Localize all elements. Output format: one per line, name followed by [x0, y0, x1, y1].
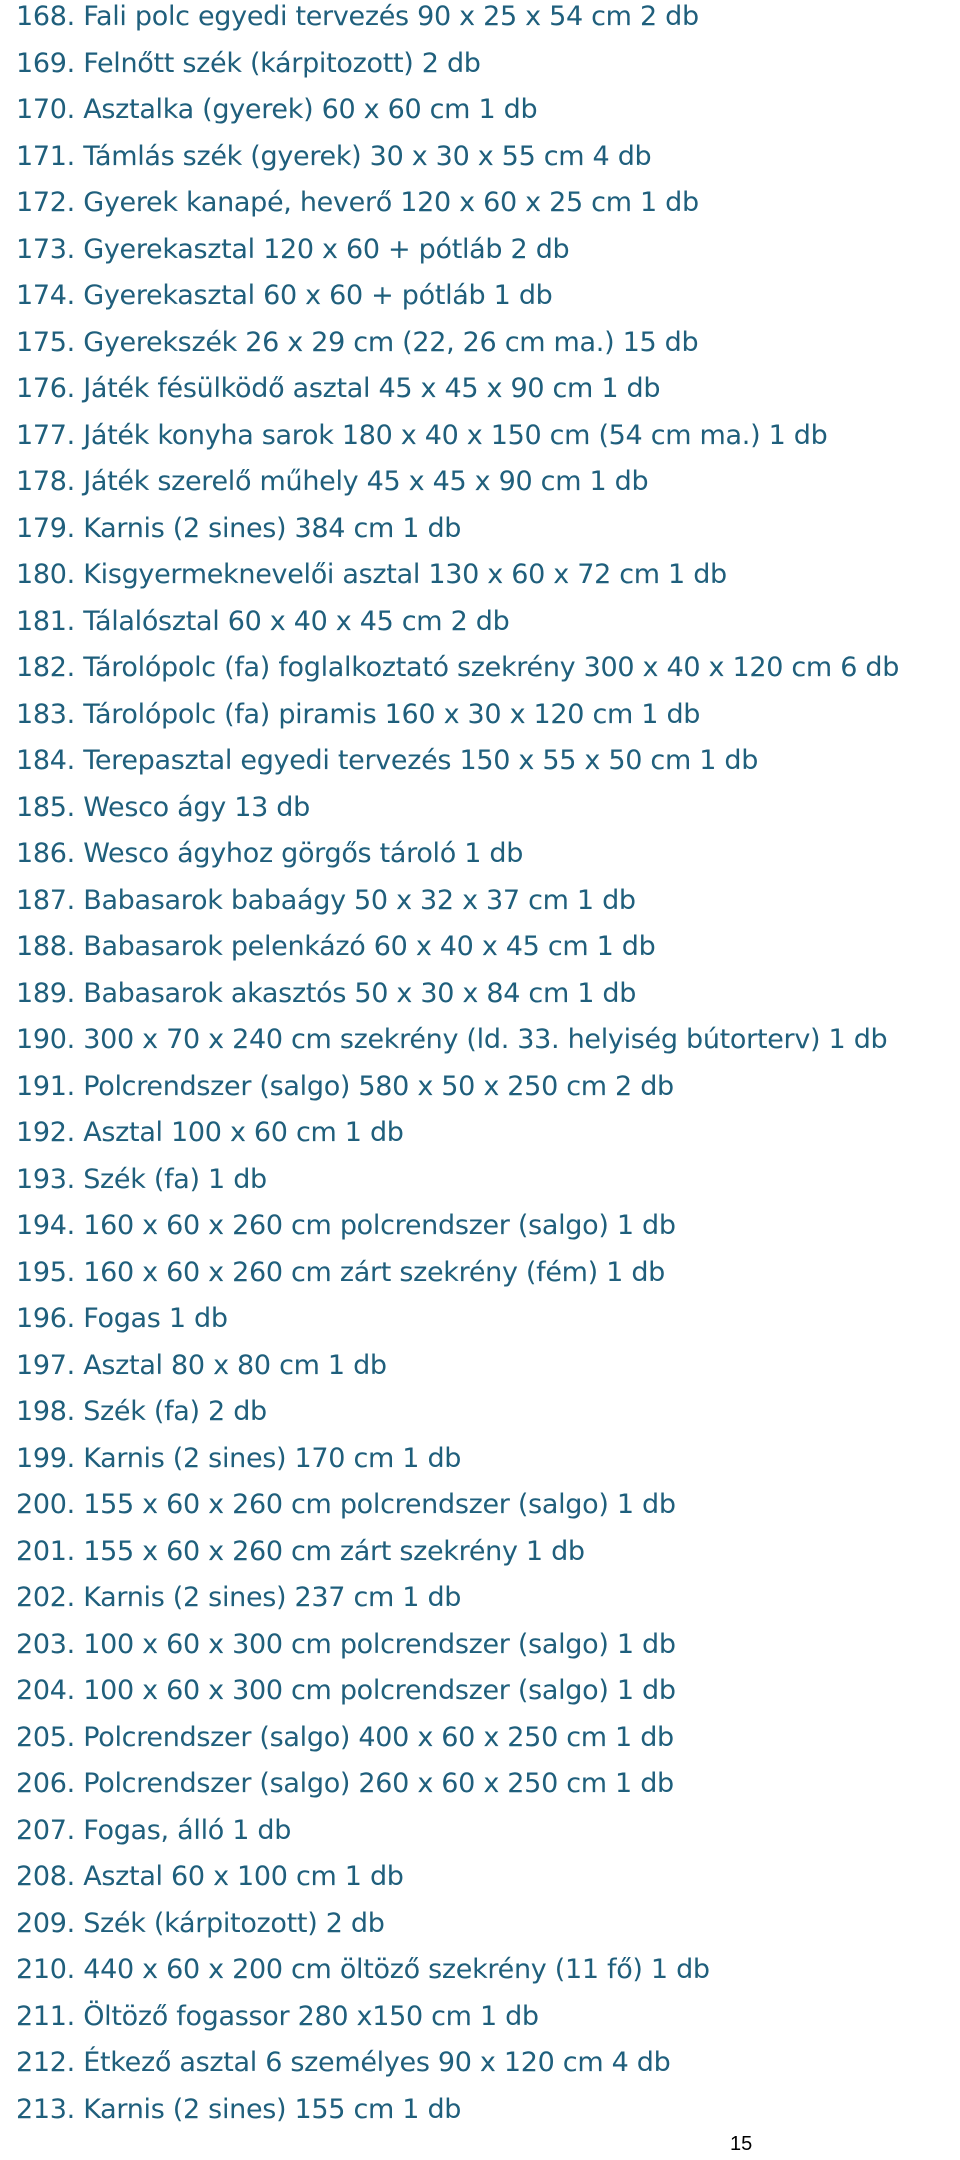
item-number: 184.	[16, 745, 75, 776]
item-number: 187.	[16, 884, 75, 916]
item-number: 200.	[16, 1489, 75, 1520]
item-text: Étkező asztal 6 személyes 90 x 120 cm 4 db	[83, 2047, 671, 2078]
item-text: Asztal 80 x 80 cm 1 db	[83, 1349, 387, 1381]
item-text: Tálalósztal 60 x 40 x 45 cm 2 db	[83, 605, 510, 637]
item-text: 100 x 60 x 300 cm polcrendszer (salgo) 1 db	[83, 1675, 676, 1706]
item-number: 175.	[16, 326, 75, 358]
item-number: 209.	[16, 1907, 75, 1939]
list-item	[16, 1814, 956, 1861]
item-number: 176.	[16, 373, 75, 404]
item-text: 155 x 60 x 260 cm polcrendszer (salgo) 1 db	[83, 1489, 676, 1520]
item-number: 178.	[16, 466, 75, 497]
item-text: Asztal 100 x 60 cm 1 db	[83, 1117, 404, 1148]
item-number: 179.	[16, 512, 75, 544]
item-number: 188.	[16, 931, 75, 962]
item-text: 155 x 60 x 260 cm zárt szekrény 1 db	[83, 1535, 585, 1567]
list-item	[16, 1581, 956, 1628]
list-item	[16, 1116, 956, 1163]
item-text: Öltöző fogassor 280 x150 cm 1 db	[83, 2000, 539, 2032]
item-text: Szék (fa) 2 db	[83, 1396, 267, 1427]
list-item	[16, 372, 956, 419]
item-number: 211.	[16, 2000, 75, 2032]
item-number: 169.	[16, 47, 75, 79]
item-text: Játék szerelő műhely 45 x 45 x 90 cm 1 db	[83, 466, 649, 497]
item-text: Babasarok babaágy 50 x 32 x 37 cm 1 db	[83, 884, 636, 916]
item-number: 193.	[16, 1163, 75, 1195]
item-number: 181.	[16, 605, 75, 637]
item-number: 182.	[16, 652, 75, 683]
list-item	[16, 465, 956, 512]
list-item	[16, 186, 956, 233]
list-item	[16, 558, 956, 605]
list-item	[16, 1767, 956, 1814]
item-number: 194.	[16, 1210, 75, 1241]
list-item	[16, 1860, 956, 1907]
list-item	[16, 1721, 956, 1768]
item-text: Karnis (2 sines) 384 cm 1 db	[83, 512, 462, 544]
list-item	[16, 326, 956, 373]
item-number: 205.	[16, 1721, 75, 1753]
item-text: Karnis (2 sines) 237 cm 1 db	[83, 1582, 462, 1613]
item-text: Terepasztal egyedi tervezés 150 x 55 x 50 cm 1 db	[83, 745, 759, 776]
item-number: 174.	[16, 280, 75, 311]
item-number: 186.	[16, 838, 75, 869]
item-text: 300 x 70 x 240 cm szekrény (ld. 33. helyiség bútorterv) 1 db	[83, 1024, 888, 1055]
item-number: 185.	[16, 791, 75, 823]
item-text: Gyerekasztal 120 x 60 + pótláb 2 db	[83, 233, 570, 265]
item-number: 173.	[16, 233, 75, 265]
list-item	[16, 140, 956, 187]
item-number: 210.	[16, 1954, 75, 1985]
list-item	[16, 233, 956, 280]
list-item	[16, 279, 956, 326]
item-number: 170.	[16, 94, 75, 125]
item-number: 180.	[16, 559, 75, 590]
item-text: Babasarok akasztós 50 x 30 x 84 cm 1 db	[83, 977, 637, 1009]
list-item	[16, 2046, 956, 2093]
item-text: Fali polc egyedi tervezés 90 x 25 x 54 cm 2 db	[83, 1, 699, 32]
list-item	[16, 977, 956, 1024]
list-item	[16, 744, 956, 791]
item-text: Fogas, álló 1 db	[83, 1814, 292, 1846]
item-number: 183.	[16, 698, 75, 730]
item-text: Polcrendszer (salgo) 260 x 60 x 250 cm 1 db	[83, 1768, 674, 1799]
item-number: 199.	[16, 1442, 75, 1474]
list-item	[16, 1628, 956, 1675]
item-number: 197.	[16, 1349, 75, 1381]
item-text: Karnis (2 sines) 170 cm 1 db	[83, 1442, 462, 1474]
list-item	[16, 1349, 956, 1396]
list-item	[16, 791, 956, 838]
item-number: 195.	[16, 1256, 75, 1288]
item-number: 207.	[16, 1814, 75, 1846]
item-text: Játék konyha sarok 180 x 40 x 150 cm (54 cm ma.) 1 db	[83, 419, 828, 451]
item-number: 201.	[16, 1535, 75, 1567]
item-number: 191.	[16, 1070, 75, 1102]
item-text: Gyerekszék 26 x 29 cm (22, 26 cm ma.) 15 db	[83, 326, 699, 358]
list-item	[16, 1674, 956, 1721]
item-text: Fogas 1 db	[83, 1303, 228, 1334]
item-number: 198.	[16, 1396, 75, 1427]
list-item	[16, 1535, 956, 1582]
item-number: 171.	[16, 140, 75, 172]
item-text: Babasarok pelenkázó 60 x 40 x 45 cm 1 db	[83, 931, 656, 962]
list-item	[16, 930, 956, 977]
list-item	[16, 419, 956, 466]
list-item	[16, 1023, 956, 1070]
list-item	[16, 2000, 956, 2047]
list-item	[16, 47, 956, 94]
list-item	[16, 1488, 956, 1535]
item-text: 440 x 60 x 200 cm öltöző szekrény (11 fő) 1 db	[83, 1954, 710, 1985]
item-number: 202.	[16, 1582, 75, 1613]
item-text: Támlás szék (gyerek) 30 x 30 x 55 cm 4 db	[83, 140, 652, 172]
list-item	[16, 1953, 956, 2000]
item-text: Játék fésülködő asztal 45 x 45 x 90 cm 1 db	[83, 373, 661, 404]
list-item	[16, 698, 956, 745]
list-item	[16, 837, 956, 884]
list-item	[16, 1256, 956, 1303]
item-number: 208.	[16, 1861, 75, 1892]
item-text: Gyerek kanapé, heverő 120 x 60 x 25 cm 1 db	[83, 187, 699, 218]
list-item	[16, 884, 956, 931]
item-number: 206.	[16, 1768, 75, 1799]
item-text: Tárolópolc (fa) foglalkoztató szekrény 300 x 40 x 120 cm 6 db	[83, 652, 900, 683]
item-text: 160 x 60 x 260 cm zárt szekrény (fém) 1 db	[83, 1256, 666, 1288]
inventory-list	[16, 0, 956, 2139]
list-item	[16, 0, 956, 47]
item-number: 204.	[16, 1675, 75, 1706]
item-text: Asztalka (gyerek) 60 x 60 cm 1 db	[83, 94, 538, 125]
list-item	[16, 512, 956, 559]
item-text: Szék (kárpitozott) 2 db	[83, 1907, 385, 1939]
item-text: Felnőtt szék (kárpitozott) 2 db	[83, 47, 481, 79]
item-number: 189.	[16, 977, 75, 1009]
list-item	[16, 93, 956, 140]
list-item	[16, 1395, 956, 1442]
item-number: 172.	[16, 187, 75, 218]
item-text: Gyerekasztal 60 x 60 + pótláb 1 db	[83, 280, 553, 311]
item-text: Wesco ágy 13 db	[83, 791, 310, 823]
item-text: Karnis (2 sines) 155 cm 1 db	[83, 2093, 462, 2125]
list-item	[16, 651, 956, 698]
page-number: 15	[730, 2133, 753, 2155]
item-text: Szék (fa) 1 db	[83, 1163, 267, 1195]
list-item	[16, 605, 956, 652]
item-text: Wesco ágyhoz görgős tároló 1 db	[83, 838, 524, 869]
item-number: 192.	[16, 1117, 75, 1148]
list-item	[16, 1209, 956, 1256]
item-text: Tárolópolc (fa) piramis 160 x 30 x 120 cm 1 db	[83, 698, 701, 730]
item-number: 190.	[16, 1024, 75, 1055]
item-text: 160 x 60 x 260 cm polcrendszer (salgo) 1 db	[83, 1210, 676, 1241]
item-number: 196.	[16, 1303, 75, 1334]
item-number: 203.	[16, 1628, 75, 1660]
list-item	[16, 1907, 956, 1954]
item-text: Polcrendszer (salgo) 400 x 60 x 250 cm 1 db	[83, 1721, 674, 1753]
item-text: Asztal 60 x 100 cm 1 db	[83, 1861, 404, 1892]
item-number: 212.	[16, 2047, 75, 2078]
list-item	[16, 1302, 956, 1349]
list-item	[16, 2093, 956, 2140]
item-text: Kisgyermeknevelői asztal 130 x 60 x 72 cm 1 db	[83, 559, 727, 590]
list-item	[16, 1163, 956, 1210]
list-item	[16, 1070, 956, 1117]
item-text: Polcrendszer (salgo) 580 x 50 x 250 cm 2 db	[83, 1070, 674, 1102]
item-number: 177.	[16, 419, 75, 451]
list-item	[16, 1442, 956, 1489]
item-number: 168.	[16, 1, 75, 32]
item-number: 213.	[16, 2093, 75, 2125]
item-text: 100 x 60 x 300 cm polcrendszer (salgo) 1 db	[83, 1628, 676, 1660]
